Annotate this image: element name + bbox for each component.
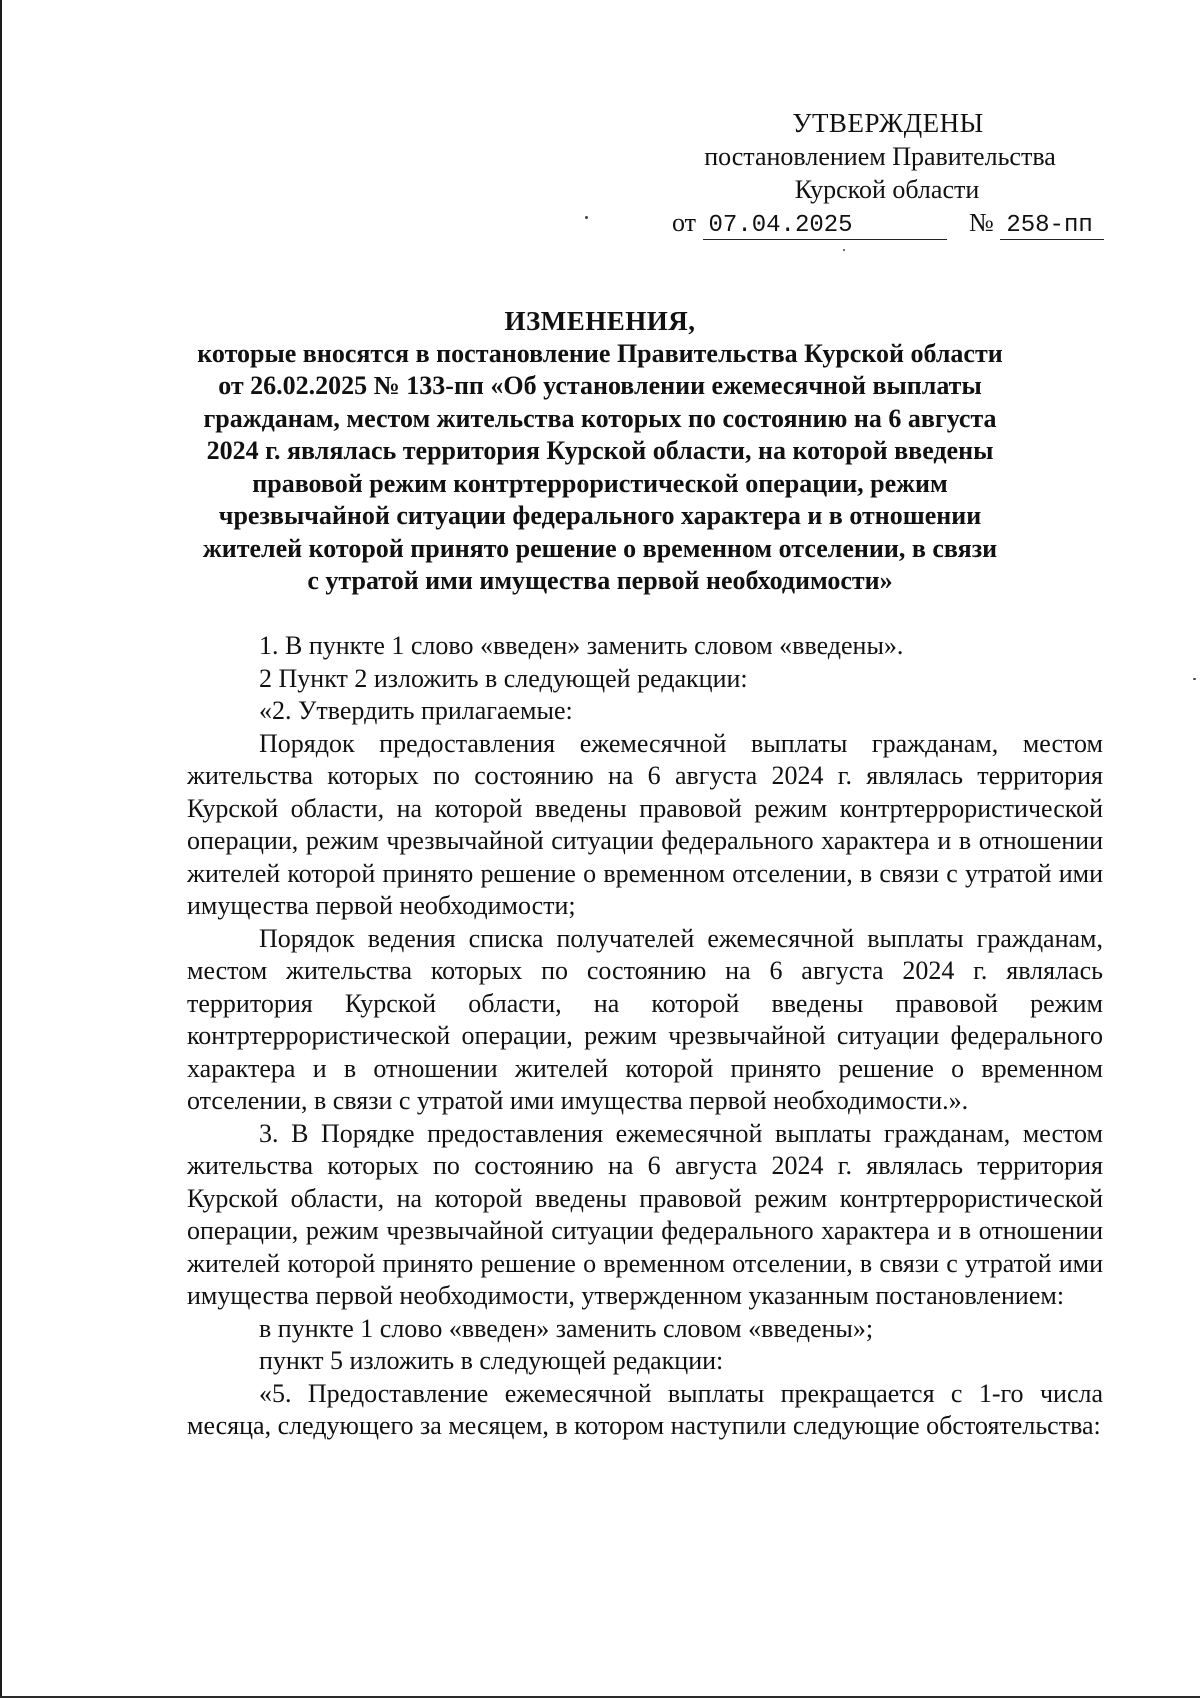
paragraph-item-5-text: «5. Предоставление ежемесячной выплаты прекращается с 1-го числа месяца, следующего за месяцем, в котором наступили следующие обстоятельства: xyxy=(187,1378,1103,1440)
approval-date-row xyxy=(660,206,1100,240)
approval-title: УТВЕРЖДЕНЫ xyxy=(792,108,984,138)
heading-line: с утратой ими имущества первой необходимости» xyxy=(307,566,893,595)
approval-date: 07.04.2025 xyxy=(703,213,947,240)
heading-line: которые вносятся в постановление Правительства Курской области xyxy=(197,338,1003,368)
paragraph-subitem-1: в пункте 1 слово «введен» заменить словом «введены»; xyxy=(259,1313,874,1343)
heading-line: 2024 г. являлась территория Курской области, на которой введены xyxy=(206,436,994,465)
paragraph-order-provision: Порядок предоставления ежемесячной выплаты гражданам, местом жительства которых по состоянию на 6 августа 2024 г. являлась территория Курской области, на которой введены правовой режим контртеррористической операции, режим чрезвычайной ситуации федерального характера и в отношении жителей которой принято решение о временном отселении, в связи с утратой ими имущества первой необходимости; xyxy=(187,728,1103,920)
paragraph-subitem-5: пункт 5 изложить в следующей редакции: xyxy=(259,1346,724,1375)
heading-line: от 26.02.2025 № 133-пп «Об установлении ежемесячной выплаты xyxy=(218,371,982,400)
heading-line: гражданам, местом жительства которых по состоянию на 6 августа xyxy=(203,403,997,433)
number-prefix: № xyxy=(969,208,994,237)
heading-line: жителей которой принято решение о временном отселении, в связи xyxy=(202,533,998,563)
approval-line-2: Курской области xyxy=(794,175,980,204)
document-body xyxy=(187,630,1103,1443)
approval-line-1: постановлением Правительства xyxy=(704,142,1056,171)
paragraph-item-3: 3. В Порядке предоставления ежемесячной выплаты гражданам, местом жительства которых по состоянию на 6 августа 2024 г. являлась территория Курской области, на которой введены правовой режим контртеррористической операции, режим чрезвычайной ситуации федерального характера и в отношении жителей которой принято решение о временном отселении, в связи с утратой ими имущества первой необходимости, утвержденном указанным постановлением: xyxy=(187,1118,1103,1310)
approval-stamp xyxy=(660,107,1100,240)
paragraph-item-2: 2 Пункт 2 изложить в следующей редакции: xyxy=(259,663,748,693)
date-prefix: от xyxy=(672,208,697,237)
heading-line: чрезвычайной ситуации федерального характера и в отношении xyxy=(218,501,982,530)
paragraph-item-1: 1. В пункте 1 слово «введен» заменить словом «введены». xyxy=(259,631,904,660)
heading-line: правовой режим контртеррористической операции, режим xyxy=(252,468,948,498)
paragraph-order-list: Порядок ведения списка получателей ежемесячной выплаты гражданам, местом жительства которых по состоянию на 6 августа 2024 г. являлась территория Курской области, на которой введены правовой режим контртеррористической операции, режим чрезвычайной ситуации федерального характера и в отношении жителей которой принято решение о временном отселении, в связи с утратой ими имущества первой необходимости.». xyxy=(187,923,1103,1115)
heading-title: ИЗМЕНЕНИЯ, xyxy=(504,306,696,336)
document-heading xyxy=(140,305,1060,598)
paragraph-quote-start: «2. Утвердить прилагаемые: xyxy=(259,696,573,725)
approval-number: 258-пп xyxy=(1000,213,1104,240)
